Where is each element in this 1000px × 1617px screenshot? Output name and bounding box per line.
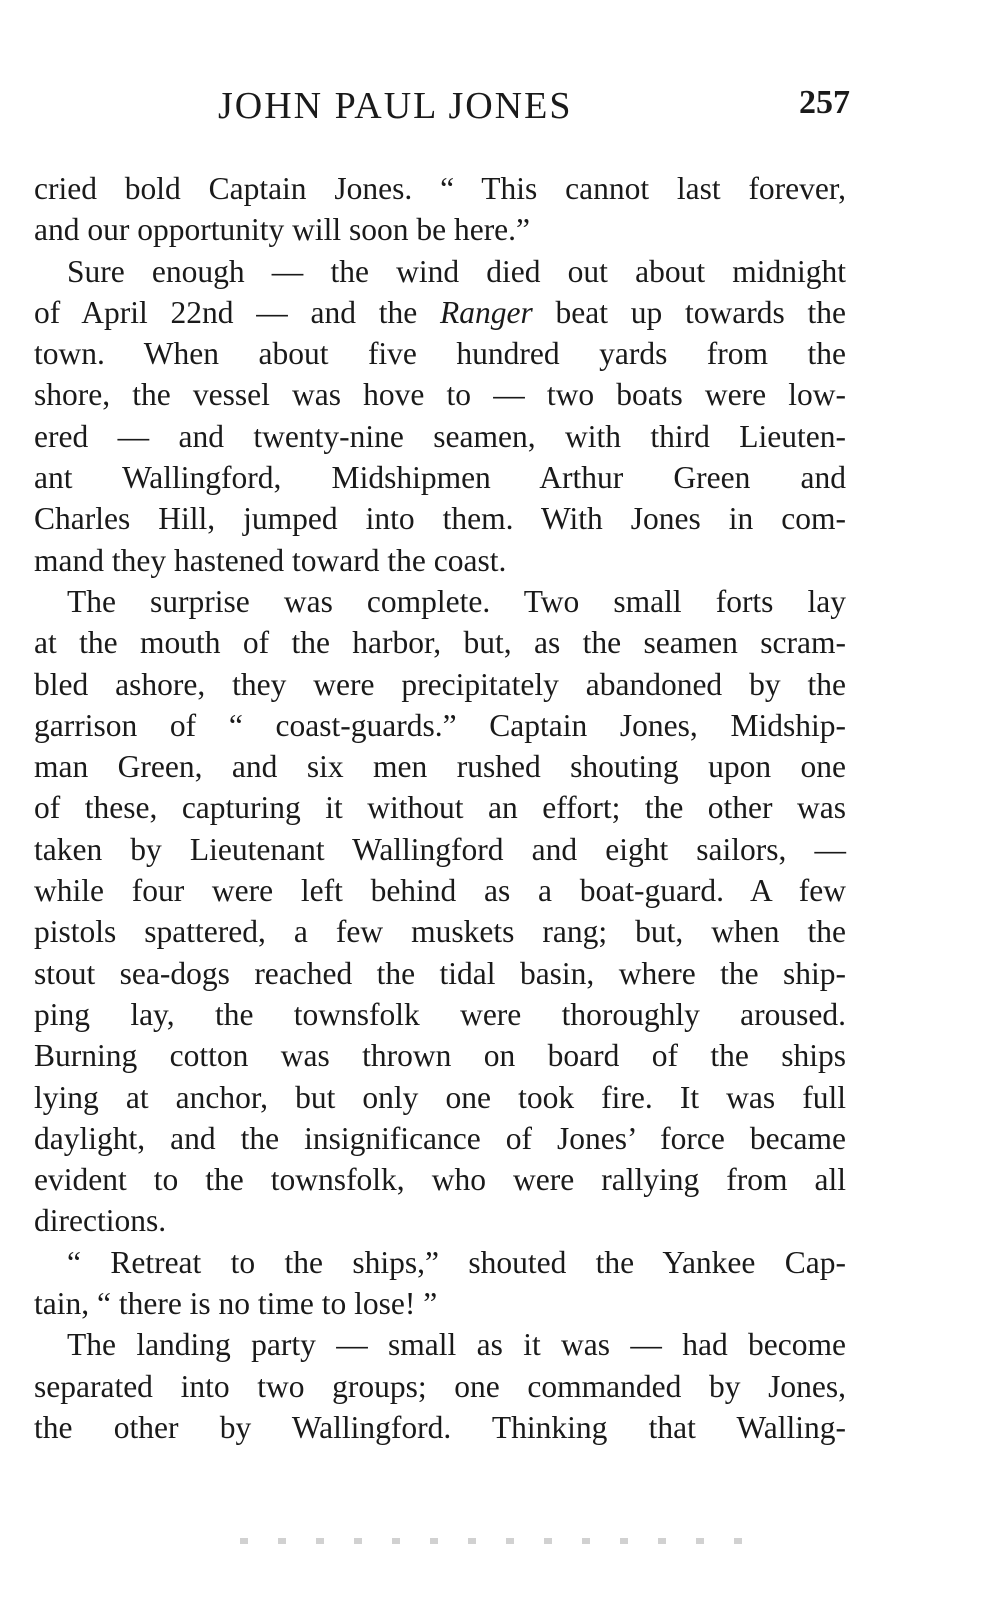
text-line: evident to the townsfolk, who were rallying from all — [34, 1162, 846, 1198]
text-line: Sure enough — the wind died out about midnight — [67, 253, 846, 289]
text-line: while four were left behind as a boat-guard. A few — [34, 873, 846, 909]
text-line: daylight, and the insignificance of Jones’ force became — [34, 1120, 846, 1156]
text-line: and our opportunity will soon be here.” — [34, 212, 531, 248]
text-line: pistols spattered, a few muskets rang; but, when the — [34, 914, 846, 950]
text-line: garrison of “ coast-guards.” Captain Jones, Midship- — [34, 707, 846, 743]
text-line: The landing party — small as it was — had become — [67, 1327, 846, 1363]
text-line: stout sea-dogs reached the tidal basin, where the ship- — [34, 955, 846, 991]
text-line: bled ashore, they were precipitately abandoned by the — [34, 666, 846, 702]
text-line: ant Wallingford, Midshipmen Arthur Green and — [34, 460, 846, 496]
text-line: town. When about five hundred yards from the — [34, 336, 846, 372]
text-line: Burning cotton was thrown on board of the ships — [34, 1038, 846, 1074]
text-line: The surprise was complete. Two small forts lay — [67, 583, 846, 619]
print-smudge — [240, 1538, 760, 1544]
text-line: cried bold Captain Jones. “ This cannot last forever, — [34, 171, 846, 206]
text-line — [34, 292, 846, 333]
text-line: the other by Wallingford. Thinking that Walling- — [34, 1409, 846, 1445]
text-segment: beat up towards the — [532, 294, 846, 330]
text-line: shore, the vessel was hove to — two boats were low- — [34, 377, 846, 413]
text-line: separated into two groups; one commanded by Jones, — [34, 1368, 846, 1404]
page-header — [200, 84, 850, 134]
text-segment: of April 22nd — and the — [34, 294, 441, 330]
text-line: tain, “ there is no time to lose! ” — [34, 1286, 438, 1322]
body-text — [34, 168, 846, 1448]
text-line: ping lay, the townsfolk were thoroughly aroused. — [34, 996, 846, 1032]
ship-name: Ranger — [440, 294, 533, 330]
text-line: of these, capturing it without an effort; the other was — [34, 790, 846, 826]
text-line: “ Retreat to the ships,” shouted the Yankee Cap- — [67, 1244, 846, 1280]
text-line: Charles Hill, jumped into them. With Jones in com- — [34, 501, 846, 537]
text-line: ered — and twenty-nine seamen, with third Lieuten- — [34, 418, 846, 454]
text-line: taken by Lieutenant Wallingford and eight sailors, — — [34, 831, 846, 867]
page-number: 257 — [799, 84, 850, 121]
text-line: mand they hastened toward the coast. — [34, 542, 507, 578]
text-line: lying at anchor, but only one took fire. It was full — [34, 1079, 846, 1115]
text-line: directions. — [34, 1203, 167, 1239]
running-head: JOHN PAUL JONES — [218, 85, 573, 127]
text-line: man Green, and six men rushed shouting upon one — [34, 749, 846, 785]
text-line: at the mouth of the harbor, but, as the seamen scram- — [34, 625, 846, 661]
